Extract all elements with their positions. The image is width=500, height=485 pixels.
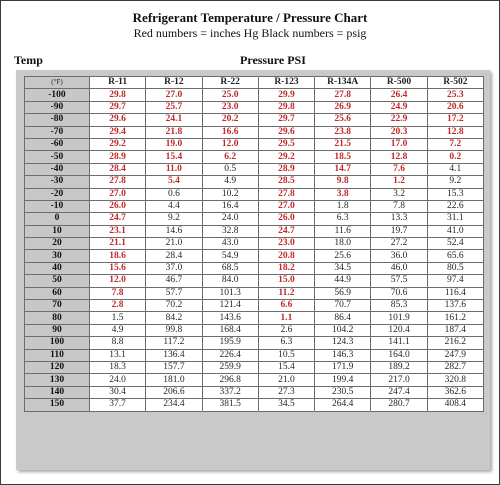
pressure-cell: 16.6: [202, 126, 258, 138]
pressure-cell: 22.6: [427, 200, 483, 212]
table-row: [25, 386, 484, 398]
unit-label: (°F): [25, 77, 90, 89]
pressure-cell: 14.7: [315, 163, 371, 175]
column-header: R-12: [146, 77, 202, 89]
column-header: R-123: [258, 77, 314, 89]
pressure-cell: 7.8: [89, 287, 145, 299]
pressure-cell: 161.2: [427, 312, 483, 324]
pressure-cell: 24.7: [89, 213, 145, 225]
table-row: [25, 151, 484, 163]
pressure-cell: 9.8: [315, 176, 371, 188]
pressure-cell: 26.9: [315, 101, 371, 113]
table-body: [25, 89, 484, 411]
pressure-cell: 12.8: [371, 151, 427, 163]
pressure-cell: 46.7: [146, 275, 202, 287]
pressure-cell: 20.2: [202, 114, 258, 126]
pressure-cell: 1.1: [258, 312, 314, 324]
pressure-cell: 0.2: [427, 151, 483, 163]
temp-cell: 110: [25, 349, 90, 361]
temp-cell: 120: [25, 361, 90, 373]
pressure-cell: 226.4: [202, 349, 258, 361]
pressure-cell: 104.2: [315, 324, 371, 336]
table-row: [25, 337, 484, 349]
pressure-cell: 29.2: [89, 138, 145, 150]
pressure-cell: 11.6: [315, 225, 371, 237]
pressure-cell: 15.4: [146, 151, 202, 163]
pressure-cell: 187.4: [427, 324, 483, 336]
pressure-cell: 120.4: [371, 324, 427, 336]
pressure-cell: 27.8: [315, 89, 371, 101]
pressure-cell: 24.1: [146, 114, 202, 126]
column-header: R-502: [427, 77, 483, 89]
pressure-cell: 264.4: [315, 399, 371, 411]
table-row: [25, 213, 484, 225]
pressure-cell: 157.7: [146, 361, 202, 373]
pressure-cell: 29.9: [258, 89, 314, 101]
chart-subtitle: Red numbers = inches Hg Black numbers = psig: [133, 26, 367, 40]
pressure-cell: 7.8: [371, 200, 427, 212]
pressure-cell: 57.5: [371, 275, 427, 287]
pressure-cell: 296.8: [202, 374, 258, 386]
pressure-cell: 11.0: [146, 163, 202, 175]
pressure-cell: 70.2: [146, 300, 202, 312]
table-row: [25, 114, 484, 126]
pressure-cell: 3.8: [315, 188, 371, 200]
pressure-cell: 99.8: [146, 324, 202, 336]
pressure-cell: 86.4: [315, 312, 371, 324]
pressure-cell: 29.4: [89, 126, 145, 138]
pressure-cell: 247.4: [371, 386, 427, 398]
pressure-cell: 4.9: [89, 324, 145, 336]
pressure-cell: 41.0: [427, 225, 483, 237]
pressure-cell: 26.0: [89, 200, 145, 212]
pressure-cell: 199.4: [315, 374, 371, 386]
pressure-cell: 117.2: [146, 337, 202, 349]
pressure-cell: 2.8: [89, 300, 145, 312]
pressure-cell: 21.8: [146, 126, 202, 138]
table-row: [25, 238, 484, 250]
pressure-cell: 12.0: [89, 275, 145, 287]
pressure-cell: 230.5: [315, 386, 371, 398]
pressure-cell: 26.0: [258, 213, 314, 225]
pressure-cell: 23.0: [258, 238, 314, 250]
pressure-table: [24, 76, 484, 412]
pressure-header: Pressure PSI: [240, 53, 306, 67]
pressure-cell: 6.3: [258, 337, 314, 349]
pressure-cell: 65.6: [427, 250, 483, 262]
pressure-cell: 34.5: [258, 399, 314, 411]
pressure-cell: 17.0: [371, 138, 427, 150]
pressure-cell: 18.5: [315, 151, 371, 163]
pressure-cell: 28.4: [146, 250, 202, 262]
pressure-cell: 25.6: [315, 250, 371, 262]
table-row: [25, 138, 484, 150]
pressure-cell: 25.7: [146, 101, 202, 113]
temp-cell: -10: [25, 200, 90, 212]
pressure-cell: 171.9: [315, 361, 371, 373]
pressure-cell: 24.9: [371, 101, 427, 113]
pressure-cell: 29.7: [89, 101, 145, 113]
temp-cell: -80: [25, 114, 90, 126]
pressure-cell: 6.3: [315, 213, 371, 225]
table-row: [25, 275, 484, 287]
pressure-cell: 57.7: [146, 287, 202, 299]
pressure-cell: 1.8: [315, 200, 371, 212]
pressure-cell: 24.0: [89, 374, 145, 386]
table-row: [25, 399, 484, 411]
pressure-cell: 408.4: [427, 399, 483, 411]
pressure-cell: 259.9: [202, 361, 258, 373]
pressure-cell: 37.7: [89, 399, 145, 411]
pressure-cell: 168.4: [202, 324, 258, 336]
pressure-cell: 70.7: [315, 300, 371, 312]
pressure-cell: 27.0: [258, 200, 314, 212]
pressure-cell: 181.0: [146, 374, 202, 386]
pressure-cell: 22.9: [371, 114, 427, 126]
temp-cell: -30: [25, 176, 90, 188]
pressure-cell: 27.8: [89, 176, 145, 188]
pressure-cell: 13.1: [89, 349, 145, 361]
pressure-cell: 6.6: [258, 300, 314, 312]
pressure-cell: 11.2: [258, 287, 314, 299]
pressure-cell: 84.2: [146, 312, 202, 324]
pressure-cell: 9.2: [427, 176, 483, 188]
pressure-cell: 9.2: [146, 213, 202, 225]
column-header: R-500: [371, 77, 427, 89]
pressure-cell: 18.2: [258, 262, 314, 274]
pressure-cell: 23.1: [89, 225, 145, 237]
pressure-cell: 1.2: [371, 176, 427, 188]
pressure-cell: 24.0: [202, 213, 258, 225]
header-row: [25, 77, 484, 89]
pressure-cell: 29.5: [258, 138, 314, 150]
table-row: [25, 262, 484, 274]
pressure-cell: 247.9: [427, 349, 483, 361]
pressure-cell: 23.8: [315, 126, 371, 138]
temp-cell: -50: [25, 151, 90, 163]
pressure-cell: 14.6: [146, 225, 202, 237]
temp-cell: 90: [25, 324, 90, 336]
pressure-cell: 29.2: [258, 151, 314, 163]
pressure-cell: 26.4: [371, 89, 427, 101]
pressure-cell: 43.0: [202, 238, 258, 250]
pressure-cell: 25.3: [427, 89, 483, 101]
temp-cell: 100: [25, 337, 90, 349]
pressure-cell: 146.3: [315, 349, 371, 361]
pressure-cell: 116.4: [427, 287, 483, 299]
pressure-cell: 20.3: [371, 126, 427, 138]
pressure-cell: 24.7: [258, 225, 314, 237]
temp-cell: 30: [25, 250, 90, 262]
column-header: R-134A: [315, 77, 371, 89]
temp-cell: 130: [25, 374, 90, 386]
pressure-cell: 21.0: [146, 238, 202, 250]
pressure-cell: 27.0: [89, 188, 145, 200]
pressure-cell: 12.8: [427, 126, 483, 138]
temp-cell: -60: [25, 138, 90, 150]
pressure-cell: 337.2: [202, 386, 258, 398]
pressure-cell: 4.4: [146, 200, 202, 212]
temp-cell: 80: [25, 312, 90, 324]
pressure-cell: 31.1: [427, 213, 483, 225]
pressure-cell: 32.8: [202, 225, 258, 237]
pressure-cell: 3.2: [371, 188, 427, 200]
pressure-cell: 30.4: [89, 386, 145, 398]
pressure-cell: 10.2: [202, 188, 258, 200]
pressure-cell: 27.2: [371, 238, 427, 250]
pressure-cell: 25.0: [202, 89, 258, 101]
table-row: [25, 200, 484, 212]
table-row: [25, 163, 484, 175]
pressure-cell: 189.2: [371, 361, 427, 373]
pressure-cell: 10.5: [258, 349, 314, 361]
pressure-cell: 195.9: [202, 337, 258, 349]
pressure-cell: 141.1: [371, 337, 427, 349]
temp-cell: -100: [25, 89, 90, 101]
pressure-cell: 29.6: [89, 114, 145, 126]
temp-cell: 40: [25, 262, 90, 274]
table-row: [25, 361, 484, 373]
pressure-cell: 27.3: [258, 386, 314, 398]
temp-cell: -90: [25, 101, 90, 113]
pressure-cell: 18.6: [89, 250, 145, 262]
pressure-cell: 282.7: [427, 361, 483, 373]
pressure-cell: 56.9: [315, 287, 371, 299]
pressure-cell: 362.6: [427, 386, 483, 398]
pressure-cell: 20.6: [427, 101, 483, 113]
pressure-cell: 216.2: [427, 337, 483, 349]
pressure-cell: 34.5: [315, 262, 371, 274]
pressure-cell: 234.4: [146, 399, 202, 411]
pressure-cell: 381.5: [202, 399, 258, 411]
pressure-cell: 19.7: [371, 225, 427, 237]
pressure-cell: 12.0: [202, 138, 258, 150]
pressure-cell: 7.2: [427, 138, 483, 150]
pressure-cell: 27.0: [146, 89, 202, 101]
pressure-cell: 4.9: [202, 176, 258, 188]
pressure-cell: 19.0: [146, 138, 202, 150]
pressure-cell: 85.3: [371, 300, 427, 312]
pressure-cell: 29.8: [89, 89, 145, 101]
pressure-cell: 101.9: [371, 312, 427, 324]
pressure-cell: 18.0: [315, 238, 371, 250]
pressure-cell: 20.8: [258, 250, 314, 262]
temp-cell: -70: [25, 126, 90, 138]
pressure-cell: 320.8: [427, 374, 483, 386]
pressure-cell: 54.9: [202, 250, 258, 262]
temp-cell: -20: [25, 188, 90, 200]
pressure-cell: 37.0: [146, 262, 202, 274]
pressure-cell: 137.6: [427, 300, 483, 312]
pressure-cell: 28.9: [89, 151, 145, 163]
table-row: [25, 188, 484, 200]
pressure-cell: 164.0: [371, 349, 427, 361]
temp-cell: -40: [25, 163, 90, 175]
pressure-cell: 15.6: [89, 262, 145, 274]
pressure-cell: 29.8: [258, 101, 314, 113]
table-row: [25, 176, 484, 188]
temp-cell: 70: [25, 300, 90, 312]
table-row: [25, 349, 484, 361]
pressure-cell: 206.6: [146, 386, 202, 398]
pressure-cell: 36.0: [371, 250, 427, 262]
pressure-cell: 16.4: [202, 200, 258, 212]
pressure-cell: 28.9: [258, 163, 314, 175]
pressure-cell: 1.5: [89, 312, 145, 324]
pressure-cell: 6.2: [202, 151, 258, 163]
pressure-cell: 17.2: [427, 114, 483, 126]
table-row: [25, 250, 484, 262]
table-row: [25, 101, 484, 113]
table-row: [25, 312, 484, 324]
temp-cell: 0: [25, 213, 90, 225]
pressure-cell: 21.5: [315, 138, 371, 150]
pressure-cell: 68.5: [202, 262, 258, 274]
pressure-cell: 46.0: [371, 262, 427, 274]
pressure-cell: 280.7: [371, 399, 427, 411]
temp-cell: 20: [25, 238, 90, 250]
pressure-cell: 13.3: [371, 213, 427, 225]
pressure-cell: 4.1: [427, 163, 483, 175]
table-row: [25, 300, 484, 312]
pressure-cell: 0.5: [202, 163, 258, 175]
pressure-cell: 15.4: [258, 361, 314, 373]
pressure-cell: 23.0: [202, 101, 258, 113]
pressure-cell: 7.6: [371, 163, 427, 175]
pressure-cell: 28.4: [89, 163, 145, 175]
column-header: R-11: [89, 77, 145, 89]
pressure-cell: 97.4: [427, 275, 483, 287]
pressure-cell: 70.6: [371, 287, 427, 299]
pressure-cell: 25.6: [315, 114, 371, 126]
pressure-cell: 27.8: [258, 188, 314, 200]
pressure-cell: 124.3: [315, 337, 371, 349]
pressure-cell: 136.4: [146, 349, 202, 361]
pressure-cell: 21.1: [89, 238, 145, 250]
table-row: [25, 225, 484, 237]
pressure-cell: 121.4: [202, 300, 258, 312]
pressure-cell: 0.6: [146, 188, 202, 200]
pressure-cell: 2.6: [258, 324, 314, 336]
table-row: [25, 374, 484, 386]
chart-title: Refrigerant Temperature / Pressure Chart: [132, 10, 368, 25]
temp-cell: 60: [25, 287, 90, 299]
pressure-cell: 21.0: [258, 374, 314, 386]
pressure-cell: 80.5: [427, 262, 483, 274]
pressure-cell: 101.3: [202, 287, 258, 299]
pressure-cell: 29.7: [258, 114, 314, 126]
pressure-cell: 15.0: [258, 275, 314, 287]
pressure-cell: 8.8: [89, 337, 145, 349]
pressure-cell: 143.6: [202, 312, 258, 324]
column-header: R-22: [202, 77, 258, 89]
table-row: [25, 287, 484, 299]
pressure-cell: 18.3: [89, 361, 145, 373]
pressure-cell: 29.6: [258, 126, 314, 138]
pressure-cell: 15.3: [427, 188, 483, 200]
pressure-cell: 217.0: [371, 374, 427, 386]
temp-cell: 140: [25, 386, 90, 398]
temp-cell: 150: [25, 399, 90, 411]
table-row: [25, 324, 484, 336]
pressure-cell: 84.0: [202, 275, 258, 287]
table-row: [25, 89, 484, 101]
temp-cell: 10: [25, 225, 90, 237]
temp-cell: 50: [25, 275, 90, 287]
pressure-cell: 52.4: [427, 238, 483, 250]
pressure-cell: 28.5: [258, 176, 314, 188]
pressure-cell: 44.9: [315, 275, 371, 287]
table-row: [25, 126, 484, 138]
temp-header: Temp: [14, 53, 43, 67]
pressure-cell: 5.4: [146, 176, 202, 188]
